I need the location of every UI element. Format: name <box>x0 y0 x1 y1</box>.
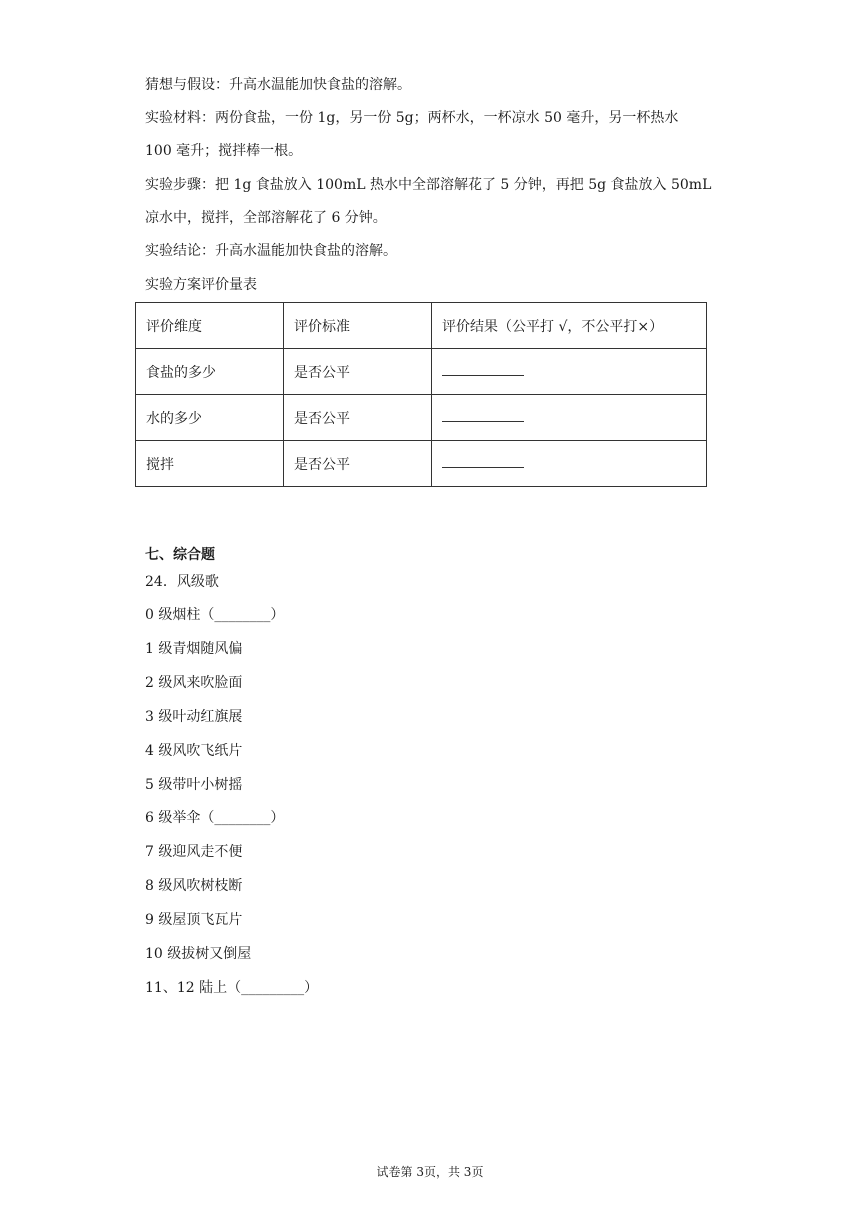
wind-level-line: 3 级叶动红旗展 <box>145 709 243 725</box>
table-cell: 搅拌 <box>136 441 284 487</box>
wind-level-line: 10 级拔树又倒屋 <box>145 946 252 962</box>
wind-level-line: 4 级风吹飞纸片 <box>145 743 243 759</box>
paragraph-steps-cont: 凉水中，搅拌，全部溶解花了 6 分钟。 <box>145 210 387 226</box>
table-cell: 是否公平 <box>284 349 432 395</box>
table-header-cell: 评价结果（公平打 √，不公平打×） <box>432 303 707 349</box>
paragraph-hypothesis: 猜想与假设：升高水温能加快食盐的溶解。 <box>145 77 411 93</box>
table-caption: 实验方案评价量表 <box>145 277 257 293</box>
evaluation-table <box>135 302 707 487</box>
table-row <box>136 395 707 441</box>
wind-level-line: 5 级带叶小树摇 <box>145 777 243 793</box>
paragraph-conclusion: 实验结论：升高水温能加快食盐的溶解。 <box>145 243 397 259</box>
table-header-cell: 评价标准 <box>284 303 432 349</box>
table-cell: 水的多少 <box>136 395 284 441</box>
answer-blank-cell[interactable] <box>432 395 707 441</box>
table-row <box>136 441 707 487</box>
paragraph-steps: 实验步骤：把 1g 食盐放入 100mL 热水中全部溶解花了 5 分钟，再把 5g 食盐放入 50mL <box>145 177 712 193</box>
table-row <box>136 349 707 395</box>
wind-level-line: 0 级烟柱（________） <box>145 607 285 623</box>
answer-blank-line[interactable] <box>442 409 524 422</box>
answer-blank-cell[interactable] <box>432 349 707 395</box>
table-header-cell: 评价维度 <box>136 303 284 349</box>
wind-level-line: 8 级风吹树枝断 <box>145 878 243 894</box>
answer-blank-cell[interactable] <box>432 441 707 487</box>
table-cell: 是否公平 <box>284 441 432 487</box>
wind-level-line: 6 级举伞（________） <box>145 810 285 826</box>
table-cell: 是否公平 <box>284 395 432 441</box>
answer-blank-line[interactable] <box>442 363 524 376</box>
paragraph-materials-cont: 100 毫升；搅拌棒一根。 <box>145 143 303 159</box>
wind-level-line: 11、12 陆上（_________） <box>145 980 319 996</box>
wind-level-line: 9 级屋顶飞瓦片 <box>145 912 243 928</box>
wind-level-line: 1 级青烟随风偏 <box>145 641 243 657</box>
wind-level-line: 7 级迎风走不便 <box>145 844 243 860</box>
page-footer: 试卷第 3页，共 3页 <box>376 1165 484 1179</box>
table-cell: 食盐的多少 <box>136 349 284 395</box>
table-header-row <box>136 303 707 349</box>
wind-level-line: 2 级风来吹脸面 <box>145 675 243 691</box>
paragraph-materials: 实验材料：两份食盐，一份 1g，另一份 5g；两杯水，一杯凉水 50 毫升，另一杯热水 <box>145 110 679 126</box>
answer-blank-line[interactable] <box>442 455 524 468</box>
section-title: 七、综合题 <box>145 547 215 563</box>
question-title: 24．风级歌 <box>145 574 219 590</box>
